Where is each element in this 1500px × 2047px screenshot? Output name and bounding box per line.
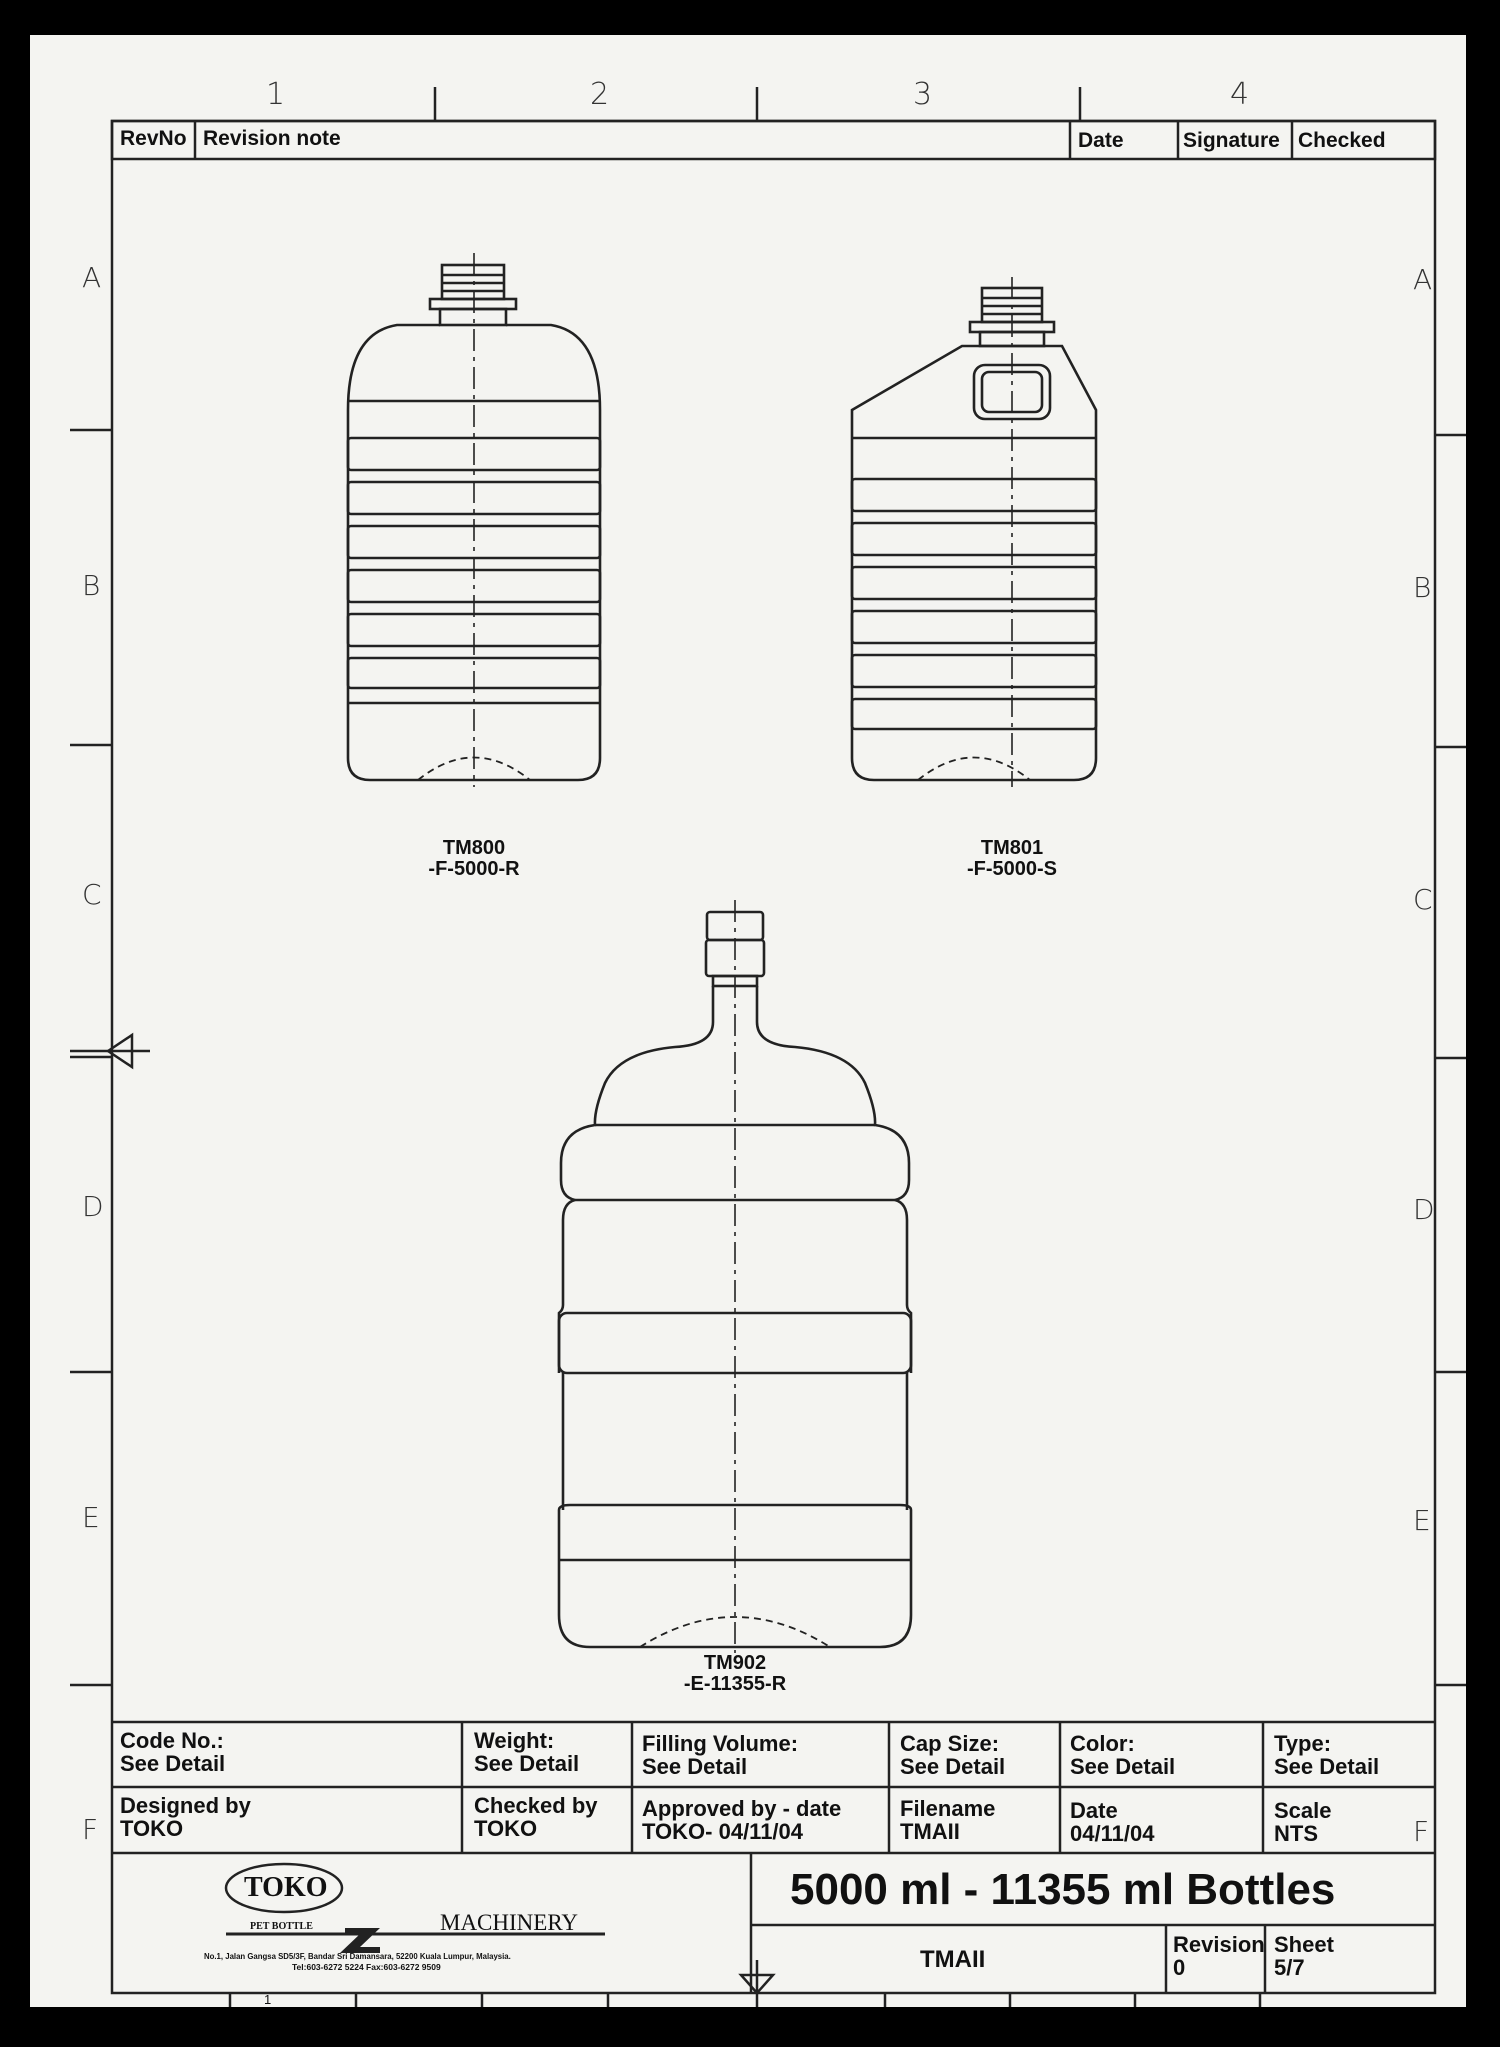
- revision-cell: [1173, 1933, 1265, 1979]
- drawing-name: TMAII: [920, 1946, 986, 1973]
- scale-value: NTS: [1274, 1821, 1318, 1847]
- bottle-tm801-spec: -F-5000-S: [966, 858, 1058, 880]
- zone-row-d-left: D: [82, 1190, 104, 1223]
- code-no-cell: [120, 1729, 225, 1775]
- zone-column-2: 2: [590, 77, 610, 112]
- frame-border: [112, 121, 1435, 1993]
- footer-zone-label: 1: [264, 1992, 272, 2007]
- scale-cell: [1274, 1799, 1332, 1845]
- approved-by-value: TOKO- 04/11/04: [642, 1819, 804, 1845]
- rev-no-header: RevNo: [120, 127, 187, 150]
- cap-size-label: Cap Size:: [900, 1731, 1000, 1756]
- color-label: Color:: [1070, 1731, 1135, 1756]
- designed-by-value: TOKO: [120, 1816, 184, 1842]
- zone-row-f-right: F: [1413, 1815, 1430, 1848]
- zone-row-d-right: D: [1413, 1193, 1435, 1226]
- filling-volume-value: See Detail: [642, 1754, 748, 1780]
- bottle-tm800-code: TM800: [442, 837, 506, 859]
- zone-row-e-left: E: [82, 1501, 100, 1534]
- date-value: 04/11/04: [1070, 1821, 1155, 1847]
- type-value: See Detail: [1274, 1754, 1380, 1780]
- weight-value: See Detail: [474, 1751, 580, 1777]
- weight-label: Weight:: [474, 1728, 555, 1753]
- signature-header: Signature: [1183, 129, 1280, 152]
- revision-value: 0: [1173, 1955, 1186, 1981]
- zone-row-c-right: C: [1413, 883, 1433, 916]
- drawing-sheet: [30, 35, 1466, 2007]
- zone-row-a-left: A: [82, 261, 102, 294]
- zone-row-f-left: F: [82, 1813, 99, 1846]
- checked-by-value: TOKO: [474, 1816, 538, 1842]
- cap-size-value: See Detail: [900, 1754, 1006, 1780]
- checked-by-cell: [474, 1794, 598, 1840]
- code-no-value: See Detail: [120, 1751, 226, 1777]
- approved-by-cell: [642, 1797, 841, 1843]
- zone-row-a-right: A: [1413, 263, 1433, 296]
- type-cell: [1274, 1732, 1379, 1778]
- company-logo-text: TOKO: [244, 1872, 328, 1903]
- designed-by-label: Designed by: [120, 1793, 251, 1818]
- approved-by-label: Approved by - date: [642, 1796, 842, 1821]
- pet-bottle-label: PET BOTTLE: [250, 1921, 313, 1932]
- zone-row-b-right: B: [1413, 571, 1432, 604]
- filling-volume-label: Filling Volume:: [642, 1731, 799, 1756]
- bottle-tm800-drawing: [348, 253, 600, 787]
- filename-cell: [900, 1797, 995, 1843]
- revision-note-header: Revision note: [203, 127, 341, 150]
- scale-label: Scale: [1274, 1798, 1332, 1823]
- cap-size-cell: [900, 1732, 1005, 1778]
- drawing-linework: [30, 35, 1466, 2007]
- sheet-label: Sheet: [1274, 1932, 1334, 1957]
- date-label: Date: [1070, 1798, 1118, 1823]
- type-label: Type:: [1274, 1731, 1332, 1756]
- date-header: Date: [1078, 129, 1124, 152]
- filling-volume-cell: [642, 1732, 798, 1778]
- sheet-cell: [1274, 1933, 1334, 1979]
- checked-header: Checked: [1298, 129, 1386, 152]
- color-cell: [1070, 1732, 1175, 1778]
- weight-cell: [474, 1729, 579, 1775]
- bottle-tm800-spec: -F-5000-R: [428, 858, 520, 880]
- code-no-label: Code No.:: [120, 1728, 224, 1753]
- machinery-label: MACHINERY: [440, 1910, 579, 1935]
- checked-by-label: Checked by: [474, 1793, 598, 1818]
- zone-row-e-right: E: [1413, 1504, 1431, 1537]
- bottle-tm902-drawing: [559, 900, 911, 1653]
- zone-column-3: 3: [913, 77, 933, 112]
- color-value: See Detail: [1070, 1754, 1176, 1780]
- bottle-tm801-code: TM801: [980, 837, 1044, 859]
- bottle-tm800-caption: [404, 838, 544, 880]
- company-contact: Tel:603-6272 5224 Fax:603-6272 9509: [292, 1962, 441, 1972]
- zone-column-4: 4: [1230, 77, 1250, 112]
- drawing-title: 5000 ml - 11355 ml Bottles: [790, 1865, 1336, 1914]
- zone-column-1: 1: [266, 77, 286, 112]
- bottle-tm902-spec: -E-11355-R: [683, 1673, 787, 1695]
- bottle-tm902-code: TM902: [703, 1652, 767, 1674]
- sheet-value: 5/7: [1274, 1955, 1305, 1981]
- date-cell: [1070, 1799, 1154, 1845]
- revision-label: Revision: [1173, 1932, 1265, 1957]
- bottle-tm902-caption: [655, 1653, 815, 1695]
- zone-row-b-left: B: [82, 569, 101, 602]
- zone-row-c-left: C: [82, 878, 102, 911]
- filename-label: Filename: [900, 1796, 996, 1821]
- bottle-tm801-drawing: [852, 277, 1096, 787]
- designed-by-cell: [120, 1794, 251, 1840]
- bottle-tm801-caption: [942, 838, 1082, 880]
- company-address: No.1, Jalan Gangsa SD5/3F, Bandar Sri Damansara, 52200 Kuala Lumpur, Malaysia.: [204, 1952, 511, 1961]
- filename-value: TMAII: [900, 1819, 960, 1845]
